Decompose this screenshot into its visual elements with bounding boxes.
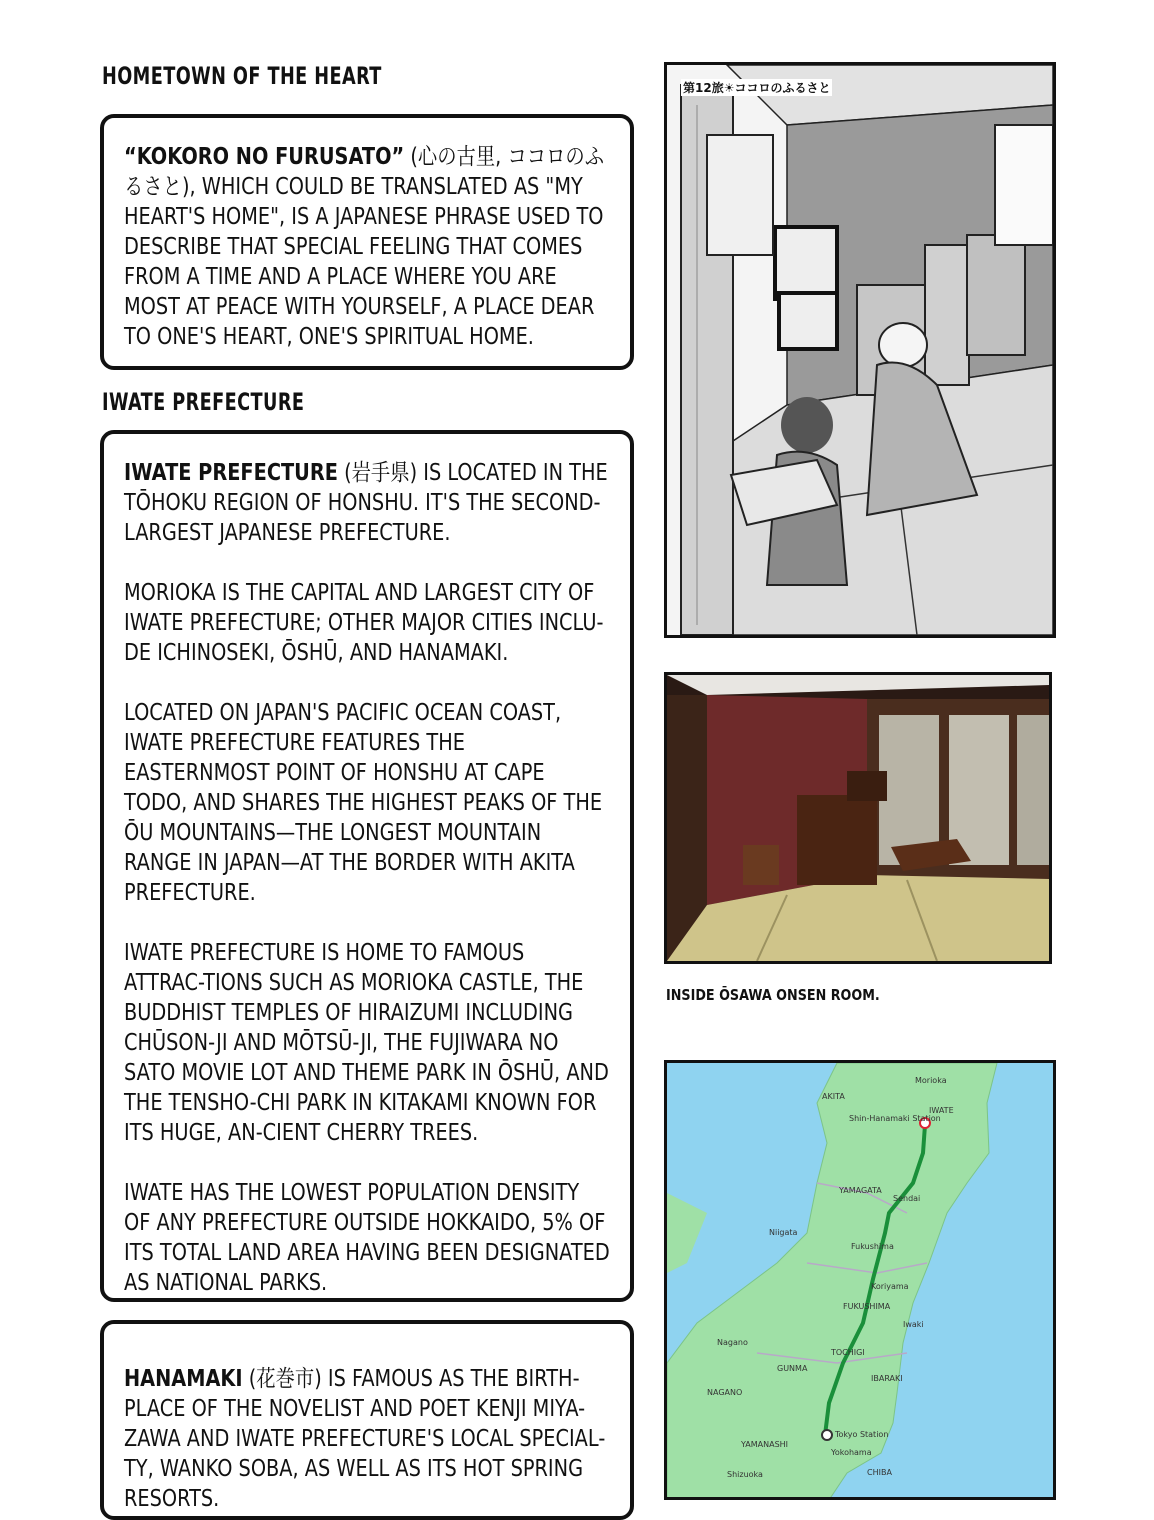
map-label: Shizuoka [727,1470,763,1479]
paragraph [124,458,611,548]
bold-term: HANAMAKI [124,1366,243,1392]
manga-illustration [667,65,1053,635]
bold-term: “KOKORO NO FURUSATO” [124,144,405,170]
heading-iwate: IWATE PREFECTURE [102,388,305,416]
onsen-room-photo [664,672,1052,964]
heading-hometown: HOMETOWN OF THE HEART [102,62,382,90]
bold-term: IWATE PREFECTURE [124,460,338,486]
map-label: Yokohama [831,1448,872,1457]
map-label: CHIBA [867,1468,892,1477]
map-label: FUKUSHIMA [843,1302,891,1311]
paragraph [124,142,611,352]
map-label: Niigata [769,1228,798,1237]
manga-panel [664,62,1056,638]
map-label: NAGANO [707,1388,743,1397]
paragraph: IWATE PREFECTURE IS HOME TO FAMOUS ATTRAC-TIONS SUCH AS MORIOKA CASTLE, THE BUDDHIST TEMPLES OF HIRAIZUMI INCLUDING CHŪSON-JI AND MŌTSŪ-JI, THE FUJIWARA NO SATO MOVIE LOT AND THEME PARK IN ŌSHŪ, AND THE TENSHO-CHI PARK IN KITAKAMI KNOWN FOR ITS HUGE, AN-CIENT CHERRY TREES. [124,940,609,1146]
map-label: IWATE [929,1106,954,1115]
origin-marker [822,1430,832,1440]
route-map [664,1060,1056,1500]
map-label: AKITA [822,1092,845,1101]
text-box-hanamaki [100,1320,634,1520]
map-label: Sendai [893,1194,921,1203]
map-label: Nagano [717,1338,748,1347]
map-label: Tokyo Station [835,1430,889,1439]
chapter-label: 第12旅☀ココロのふるさと [683,81,831,95]
paragraph-text: (花巻市) IS FAMOUS AS THE BIRTH-PLACE OF THE NOVELIST AND POET KENJI MIYA-ZAWA AND IWATE PREFECTURE'S LOCAL SPECIAL-TY, WANKO SOBA, AS WELL AS ITS HOT SPRING RESORTS. [124,1366,606,1512]
paragraph: MORIOKA IS THE CAPITAL AND LARGEST CITY OF IWATE PREFECTURE; OTHER MAJOR CITIES INCLU-DE ICHINOSEKI, ŌSHŪ, AND HANAMAKI. [124,580,604,666]
map-label: Fukushima [851,1242,894,1251]
paragraph: LOCATED ON JAPAN'S PACIFIC OCEAN COAST, IWATE PREFECTURE FEATURES THE EASTERNMOST POINT OF HONSHU AT CAPE TODO, AND SHARES THE HIGHEST PEAKS OF THE ŌU MOUNTAINS—THE LONGEST MOUNTAIN RANGE IN JAPAN—AT THE BORDER WITH AKITA PREFECTURE. [124,700,603,906]
map-image [667,1063,1053,1500]
paragraph [124,1364,611,1514]
map-label: Shin-Hanamaki Station [849,1114,941,1123]
paragraph-text: (心の古里, ココロのふるさと), WHICH COULD BE TRANSLATED AS "MY HEART'S HOME", IS A JAPANESE PHRASE USED TO DESCRIBE THAT SPECIAL FEELING THAT COMES FROM A TIME AND A PLACE WHERE YOU ARE MOST AT PEACE WITH YOURSELF, A PLACE DEAR TO ONE'S HEART, ONE'S SPIRITUAL HOME. [124,144,605,350]
map-label: YAMANASHI [741,1440,789,1449]
text-box-iwate [100,430,634,1302]
map-label: YAMAGATA [839,1186,882,1195]
photo-caption: INSIDE ŌSAWA ONSEN ROOM. [666,986,880,1004]
map-label: Iwaki [903,1320,924,1329]
map-label: Morioka [915,1076,947,1085]
photo-image [667,675,1049,961]
map-label: TOCHIGI [831,1348,865,1357]
paragraph-text: (岩手県) IS LOCATED IN THE TŌHOKU REGION OF HONSHU. IT'S THE SECOND-LARGEST JAPANESE PREFECTURE. [124,460,608,546]
map-label: Koriyama [871,1282,909,1291]
paragraph: IWATE HAS THE LOWEST POPULATION DENSITY OF ANY PREFECTURE OUTSIDE HOKKAIDO, 5% OF ITS TOTAL LAND AREA HAVING BEEN DESIGNATED AS NATIONAL PARKS. [124,1180,610,1296]
text-box-kokoro [100,114,634,370]
map-label: IBARAKI [871,1374,903,1383]
map-label: GUNMA [777,1364,808,1373]
